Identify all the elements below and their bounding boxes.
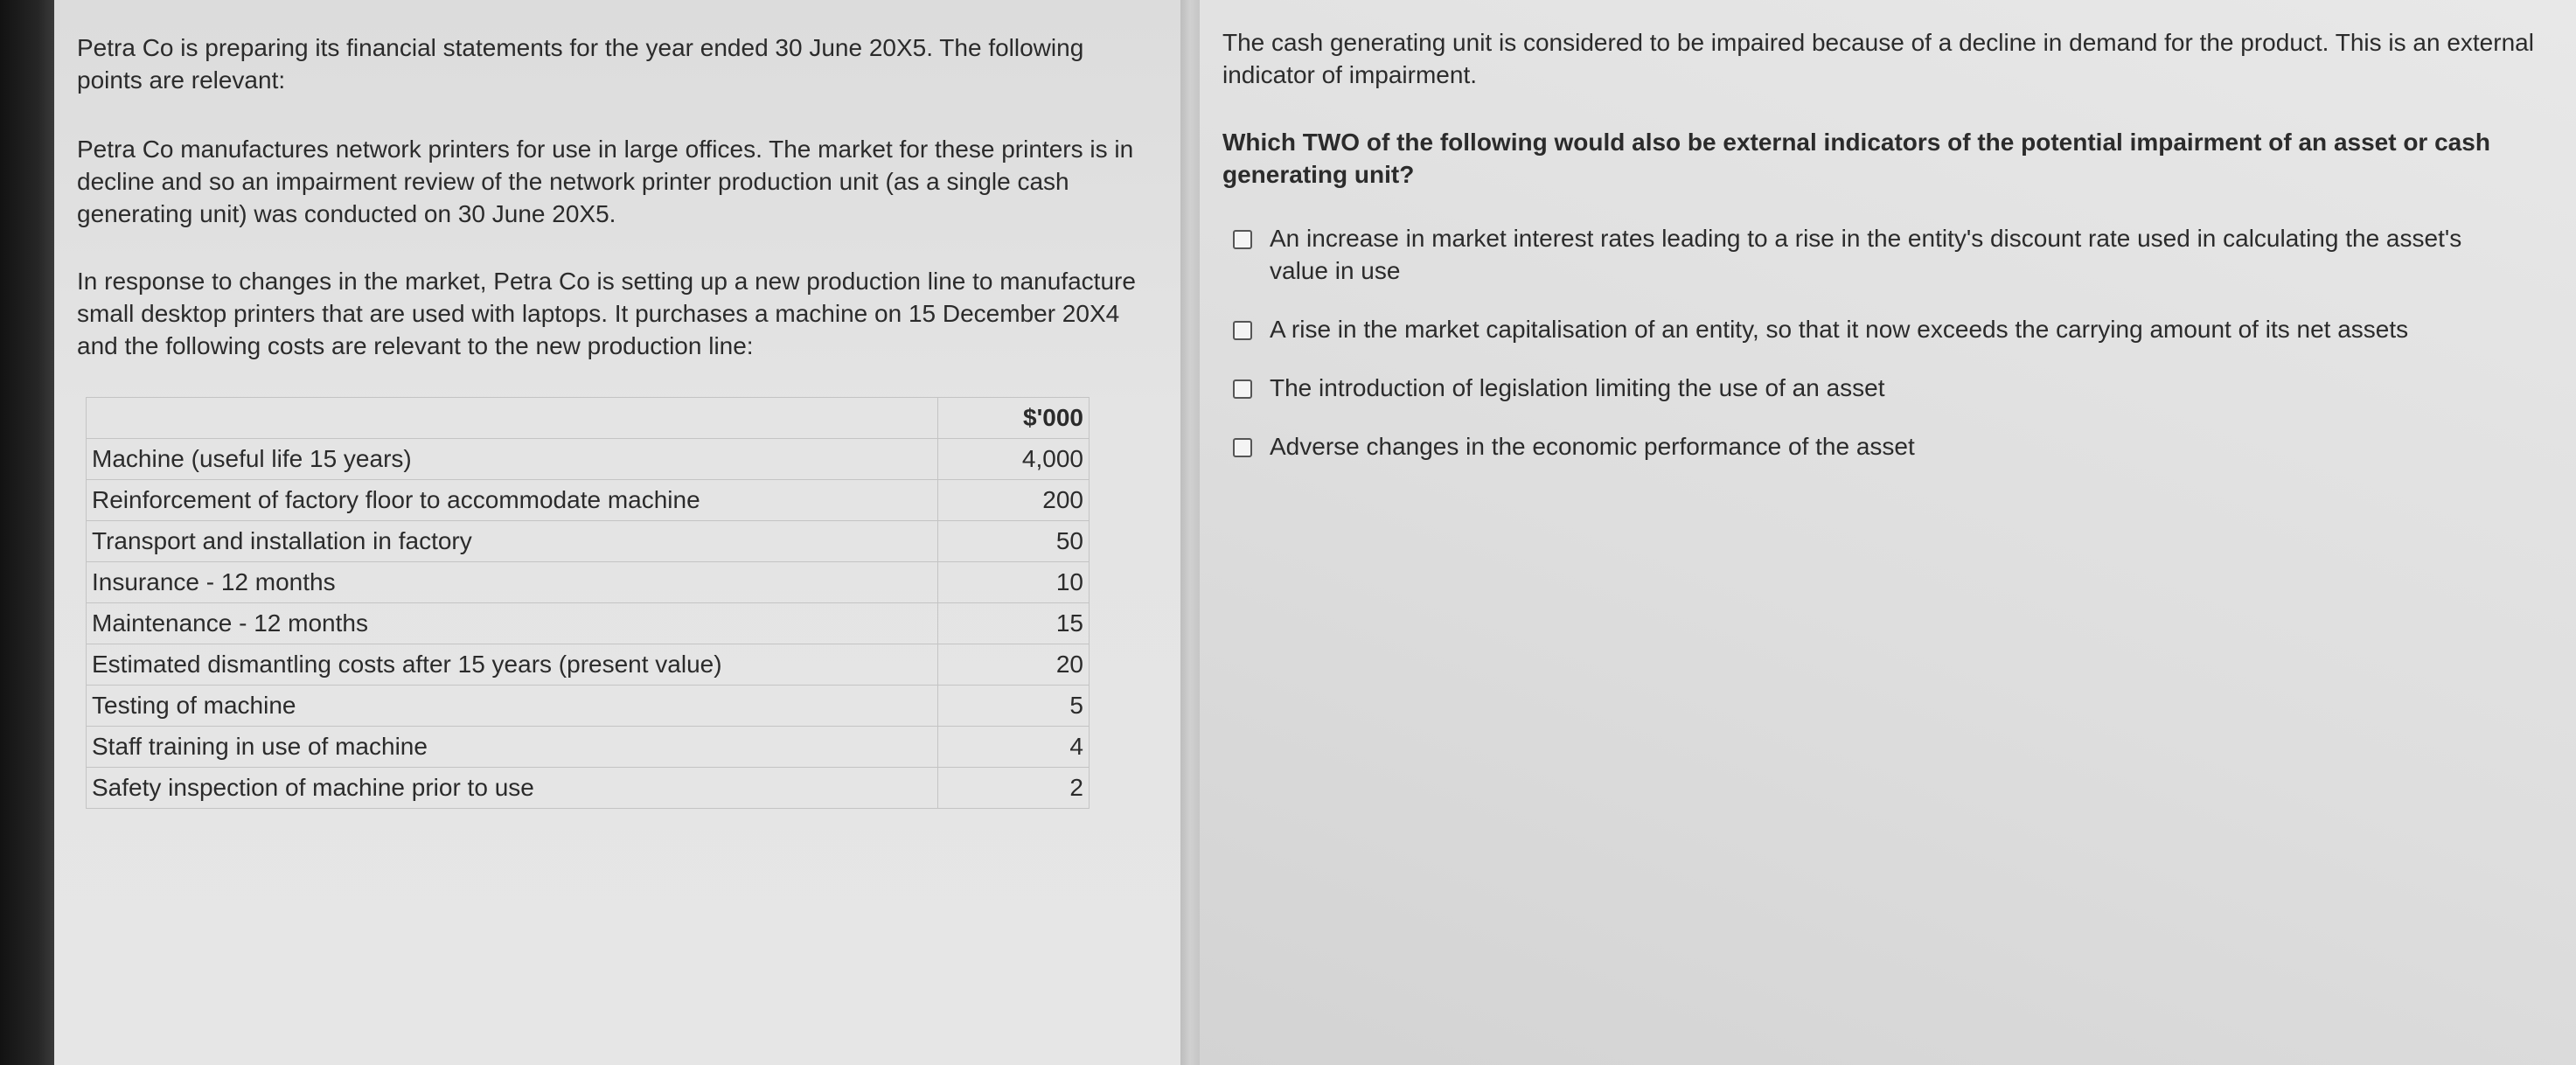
cost-label: Insurance - 12 months — [87, 562, 938, 603]
cost-amount: 20 — [938, 644, 1090, 686]
table-row — [87, 768, 1090, 809]
answer-option-2[interactable] — [1233, 313, 2541, 345]
cost-amount: 200 — [938, 480, 1090, 521]
checkbox[interactable] — [1233, 321, 1252, 340]
cost-amount: 4 — [938, 727, 1090, 768]
checkbox[interactable] — [1233, 230, 1252, 249]
table-row — [87, 644, 1090, 686]
cost-amount: 50 — [938, 521, 1090, 562]
answer-option-label: Adverse changes in the economic performance of the asset — [1270, 433, 1915, 460]
question-text: Which TWO of the following would also be external indicators of the potential impairment of an asset or cash generating unit? — [1222, 129, 2490, 188]
scenario-paragraph-1: Petra Co manufactures network printers for use in large offices. The market for these printers is in decline and so an impairment review of the network printer production unit (as a single cash generating unit) was conducted on 30 June 20X5. — [77, 136, 1134, 227]
answer-option-4[interactable] — [1233, 430, 2541, 463]
table-row — [87, 521, 1090, 562]
table-row — [87, 727, 1090, 768]
table-row — [87, 562, 1090, 603]
question-lead: The cash generating unit is considered to be impaired because of a decline in demand for the product. This is an external indicator of impairment. — [1222, 29, 2534, 88]
table-row — [87, 686, 1090, 727]
cost-amount: 15 — [938, 603, 1090, 644]
question-panel[interactable] — [1200, 0, 2576, 1065]
panel-divider[interactable] — [1180, 0, 1200, 1065]
cost-label: Estimated dismantling costs after 15 years (present value) — [87, 644, 938, 686]
cost-label: Reinforcement of factory floor to accommodate machine — [87, 480, 938, 521]
costs-table — [86, 397, 1090, 809]
table-row — [87, 439, 1090, 480]
answer-option-3[interactable] — [1233, 372, 2541, 404]
cost-amount: 10 — [938, 562, 1090, 603]
screen-bezel — [0, 0, 54, 1065]
table-header-row — [87, 398, 1090, 439]
cost-label: Staff training in use of machine — [87, 727, 938, 768]
cost-amount: 5 — [938, 686, 1090, 727]
answer-option-label: A rise in the market capitalisation of an entity, so that it now exceeds the carrying amount of its net assets — [1270, 316, 2409, 343]
table-row — [87, 603, 1090, 644]
table-row — [87, 480, 1090, 521]
scenario-intro: Petra Co is preparing its financial statements for the year ended 30 June 20X5. The following points are relevant: — [77, 34, 1084, 94]
table-header-unit: $'000 — [938, 398, 1090, 439]
cost-label: Safety inspection of machine prior to use — [87, 768, 938, 809]
checkbox[interactable] — [1233, 379, 1252, 399]
cost-label: Maintenance - 12 months — [87, 603, 938, 644]
answer-option-label: The introduction of legislation limiting the use of an asset — [1270, 374, 1885, 401]
cost-label: Transport and installation in factory — [87, 521, 938, 562]
scenario-panel[interactable] — [54, 0, 1180, 1065]
answer-option-label: An increase in market interest rates leading to a rise in the entity's discount rate used in calculating the asset's value in use — [1270, 225, 2462, 284]
cost-label: Testing of machine — [87, 686, 938, 727]
scenario-paragraph-2: In response to changes in the market, Petra Co is setting up a new production line to manufacture small desktop printers that are used with laptops. It purchases a machine on 15 December 20X4 and the following costs are relevant to the new production line: — [77, 268, 1136, 359]
cost-amount: 4,000 — [938, 439, 1090, 480]
answer-option-1[interactable] — [1233, 222, 2541, 287]
table-header-label — [87, 398, 938, 439]
cost-label: Machine (useful life 15 years) — [87, 439, 938, 480]
checkbox[interactable] — [1233, 438, 1252, 457]
cost-amount: 2 — [938, 768, 1090, 809]
